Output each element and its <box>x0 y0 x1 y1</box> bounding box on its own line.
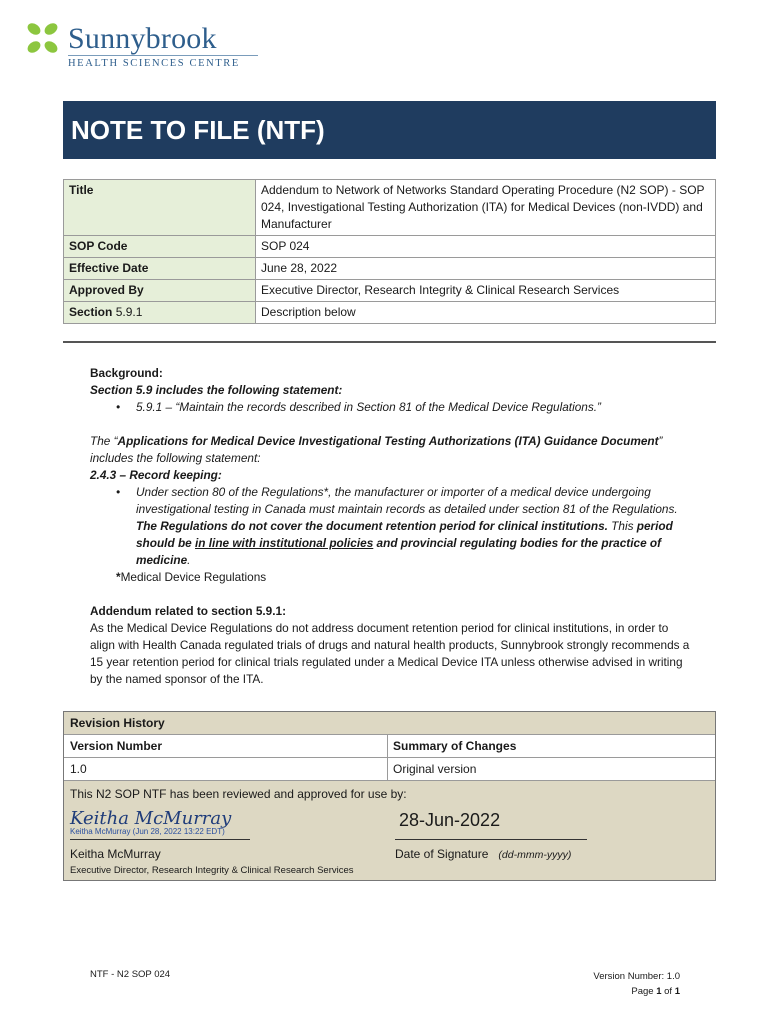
table-row <box>64 758 715 781</box>
list-item <box>90 399 690 416</box>
table-row <box>64 280 716 302</box>
logo-rule <box>68 55 258 56</box>
signature-image: Keitha McMurray <box>70 808 232 829</box>
footnote-star: * <box>116 570 121 584</box>
footnote-text: Medical Device Regulations <box>120 570 267 584</box>
leaf-logo-icon <box>24 20 62 58</box>
effective-date-label: Effective Date <box>64 258 256 280</box>
revision-heading: Revision History <box>70 716 165 730</box>
logo-subtitle: HEALTH SCIENCES CENTRE <box>68 58 240 69</box>
bullet-underline: in line with institutional policies <box>195 536 374 550</box>
guidance-prefix: The “ <box>90 434 118 448</box>
document-banner <box>63 101 716 159</box>
sunnybrook-logo <box>24 20 244 74</box>
version-column-header: Version Number <box>70 739 163 753</box>
revision-heading-row <box>64 712 715 735</box>
document-body <box>90 365 690 688</box>
addendum-text: As the Medical Device Regulations do not address document retention period for clinical institutions, in order to align with Health Canada regulated trials of drugs and natural health products, Sunnybrook strongly recommends a 15 year retention period for clinical trials regulated under a Medical Device ITA unless otherwise advised in writing by the named sponsor of the ITA. <box>90 621 690 686</box>
table-row <box>64 302 716 324</box>
page-total: 1 <box>674 986 680 997</box>
section-label-text: Section <box>69 305 113 319</box>
footer-document-id: NTF - N2 SOP 024 <box>90 969 171 980</box>
date-label-group <box>395 846 571 864</box>
date-line <box>395 839 587 840</box>
section-label <box>64 302 256 324</box>
metadata-table <box>63 179 716 324</box>
record-keeping-heading: 2.4.3 – Record keeping: <box>90 468 222 482</box>
date-format: (dd-mmm-yyyy) <box>498 849 572 861</box>
footnote <box>90 569 690 586</box>
summary-column-header: Summary of Changes <box>393 739 517 753</box>
guidance-suffix: ” includes the following statement: <box>90 434 663 465</box>
list-item <box>90 484 690 569</box>
bullet-emphasis: period should be <box>136 519 673 550</box>
title-label: Title <box>64 180 256 236</box>
signature-date: 28-Jun-2022 <box>399 810 501 830</box>
column-divider <box>387 735 388 781</box>
signer-name: Keitha McMurray <box>70 847 161 861</box>
addendum-heading: Addendum related to section 5.9.1: <box>90 604 286 618</box>
document-title: NOTE TO FILE (NTF) <box>71 115 325 145</box>
section-divider <box>63 341 716 343</box>
bullet-text: Under section 80 of the Regulations*, the manufacturer or importer of a medical device undergoing investigational testing in Canada must maintain records as detailed under section 81 of the Regulations. <box>136 485 678 516</box>
table-row <box>64 258 716 280</box>
signature-stamp: Keitha McMurray (Jun 28, 2022 13:22 EDT) <box>70 827 225 836</box>
version-value: 1.0 <box>70 762 87 776</box>
logo-name: Sunnybrook <box>68 22 217 55</box>
bullet-icon: • <box>116 400 121 414</box>
page-number: 1 <box>656 986 662 997</box>
bullet-text: This <box>607 519 637 533</box>
bullet-emphasis: The Regulations do not cover the document retention period for clinical institutions. <box>136 519 608 533</box>
section-value: Description below <box>256 302 716 324</box>
approved-by-label: Approved By <box>64 280 256 302</box>
table-row <box>64 180 716 236</box>
sop-code-label: SOP Code <box>64 236 256 258</box>
page-of: of <box>661 986 675 997</box>
approval-statement: This N2 SOP NTF has been reviewed and approved for use by: <box>70 787 407 801</box>
footer-version: Version Number: 1.0 <box>593 971 680 982</box>
background-heading: Background: <box>90 366 163 380</box>
page-prefix: Page <box>631 986 657 997</box>
date-label: Date of Signature <box>395 847 489 861</box>
revision-header-row <box>64 735 715 758</box>
signer-title: Executive Director, Research Integrity & Clinical Research Services <box>70 865 354 876</box>
bullet-text: . <box>187 553 191 567</box>
guidance-title: Applications for Medical Device Investigational Testing Authorizations (ITA) Guidance Document <box>117 434 659 448</box>
footer-page <box>593 984 680 999</box>
table-row <box>64 236 716 258</box>
effective-date-value: June 28, 2022 <box>256 258 716 280</box>
bullet-text: 5.9.1 – “Maintain the records described in Section 81 of the Medical Device Regulations.” <box>136 400 601 414</box>
footer-page-info <box>593 969 680 999</box>
section-statement: Section 5.9 includes the following statement: <box>90 383 343 397</box>
bullet-emphasis: and provincial regulating bodies for the practice of medicine <box>136 536 662 567</box>
summary-value: Original version <box>393 762 477 776</box>
sop-code-value: SOP 024 <box>256 236 716 258</box>
guidance-intro <box>90 433 690 467</box>
title-value: Addendum to Network of Networks Standard Operating Procedure (N2 SOP) - SOP 024, Investigational Testing Authorization (ITA) for Medical Devices (non-IVDD) and Manufacturer <box>256 180 716 236</box>
approved-by-value: Executive Director, Research Integrity & Clinical Research Services <box>256 280 716 302</box>
revision-history-table <box>63 711 716 881</box>
section-number: 5.9.1 <box>115 305 143 319</box>
signature-line <box>70 839 250 840</box>
bullet-icon: • <box>116 485 121 499</box>
